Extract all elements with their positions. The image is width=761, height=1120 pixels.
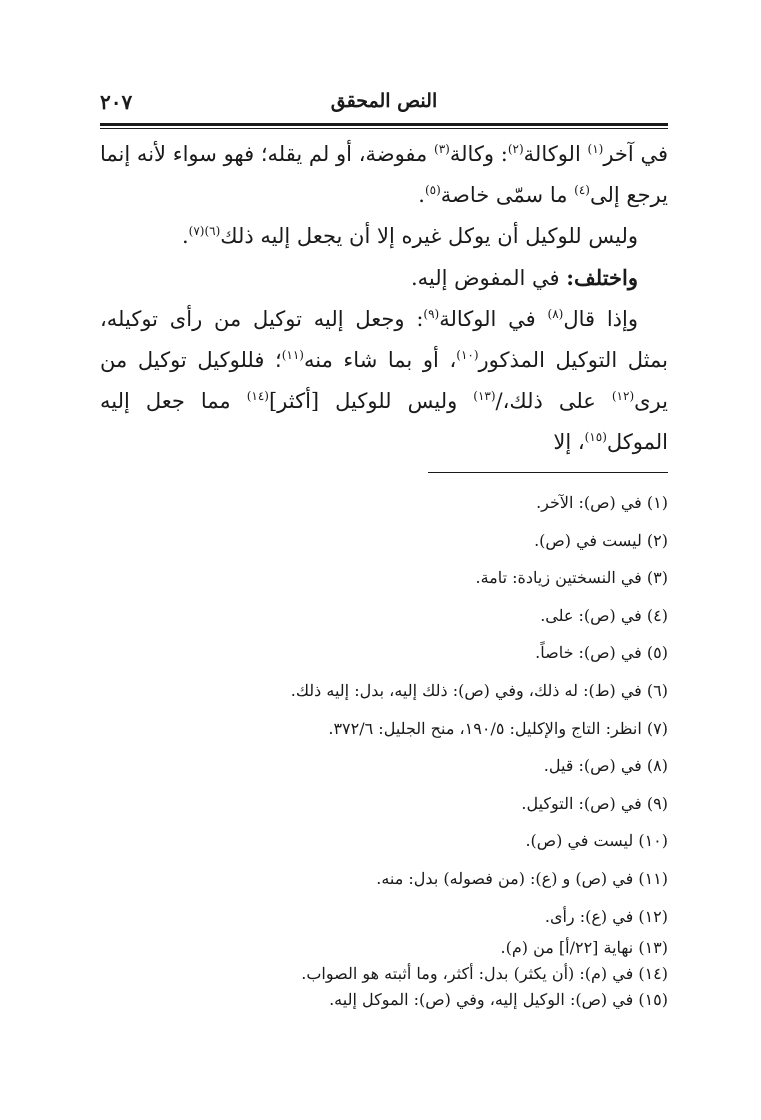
text-run: مما جعل إليه الموكل bbox=[100, 389, 668, 454]
footnote-ref: (٣) bbox=[434, 142, 450, 156]
footnote-ref: (٩) bbox=[423, 307, 440, 321]
footnote: (٢) ليست في (ص). bbox=[534, 530, 668, 550]
footnotes bbox=[100, 484, 668, 1013]
footnote: (١٣) نهاية [٢٢/أ] من (م). bbox=[500, 938, 668, 958]
paragraph-4 bbox=[100, 299, 668, 463]
text-run: الوكالة bbox=[523, 142, 588, 166]
footnote-ref: (٨) bbox=[547, 307, 564, 321]
footnote-ref: (١٠) bbox=[456, 348, 479, 362]
footnote-ref: (٦)(٧) bbox=[188, 224, 221, 238]
text-run: . bbox=[181, 224, 189, 248]
text-run: في المفوض إليه. bbox=[410, 266, 567, 290]
text-run: في الوكالة bbox=[439, 307, 548, 331]
footnote-ref: (١٢) bbox=[611, 389, 635, 403]
footnote: (٥) في (ص): خاصاً. bbox=[535, 643, 668, 663]
text-run: على ذلك،/ bbox=[495, 389, 612, 413]
footnote-ref: (١٥) bbox=[584, 430, 607, 444]
text-run: ما سمّى خاصة bbox=[440, 183, 575, 207]
footnote: (١٤) في (م): (أن يكثر) بدل: أكثر، وما أثبته هو الصواب. bbox=[301, 964, 668, 984]
footnote-ref: (٤) bbox=[574, 183, 590, 197]
footnote: (١٥) في (ص): الوكيل إليه، وفي (ص): الموكل إليه. bbox=[329, 990, 668, 1010]
text-run: وليس للوكيل [أكثر] bbox=[268, 389, 474, 413]
text-run: في آخر bbox=[603, 142, 669, 166]
footnote: (٩) في (ص): التوكيل. bbox=[521, 793, 668, 813]
main-text bbox=[100, 134, 668, 463]
page-header bbox=[100, 84, 668, 122]
paragraph-2 bbox=[100, 216, 668, 257]
paragraph-1 bbox=[100, 134, 668, 216]
footnote: (١٢) في (ع): رأى. bbox=[544, 906, 668, 926]
text-run: : وكالة bbox=[449, 142, 508, 166]
text-run: ، إلا bbox=[553, 430, 585, 454]
footnote-ref: (٥) bbox=[424, 183, 441, 197]
running-title: النص المحقق bbox=[330, 90, 438, 112]
footnote: (٨) في (ص): قيل. bbox=[543, 756, 668, 776]
footnote-ref: (١٤) bbox=[246, 389, 269, 403]
text-run: وليس للوكيل أن يوكل غيره إلا أن يجعل إليه ذلك bbox=[220, 224, 638, 248]
footnote-separator bbox=[428, 472, 668, 473]
footnote: (١) في (ص): الآخر. bbox=[536, 493, 668, 512]
footnote: (٧) انظر: التاج والإكليل: ١٩٠/٥، منح الجليل: ٣٧٢/٦. bbox=[328, 718, 668, 738]
text-run: . bbox=[418, 183, 425, 207]
footnote-ref: (١١) bbox=[281, 348, 304, 362]
footnote: (٦) في (ط): له ذلك، وفي (ص): ذلك إليه، بدل: إليه ذلك. bbox=[290, 680, 668, 700]
paragraph-3 bbox=[100, 257, 668, 299]
footnote: (١١) في (ص) و (ع): (من فصوله) بدل: منه. bbox=[376, 868, 668, 888]
footnote: (٣) في النسختين زيادة: تامة. bbox=[475, 568, 668, 588]
bold-lead-word: واختلف: bbox=[566, 265, 638, 290]
text-run: وإذا قال bbox=[563, 307, 638, 331]
footnote: (٤) في (ص): على. bbox=[540, 605, 668, 625]
footnote-ref: (١) bbox=[587, 142, 604, 156]
footnote-ref: (١٣) bbox=[473, 389, 496, 403]
text-run: : وجعل إليه توكيل من رأى توكيله، بمثل التوكيل المذكور bbox=[100, 307, 668, 372]
text-run: ؛ فللوكيل توكيل من يرى bbox=[100, 348, 668, 413]
page-number: ٢٠٧ bbox=[100, 90, 133, 114]
footnote: (١٠) ليست في (ص). bbox=[525, 831, 668, 851]
header-rule-thin bbox=[100, 128, 668, 129]
header-rule-thick bbox=[100, 123, 668, 126]
footnote-ref: (٢) bbox=[507, 142, 524, 156]
text-run: مفوضة، أو لم يقله؛ فهو سواء لأنه إنما يرجع إلى bbox=[100, 142, 668, 207]
text-run: ، أو بما شاء منه bbox=[303, 348, 457, 372]
